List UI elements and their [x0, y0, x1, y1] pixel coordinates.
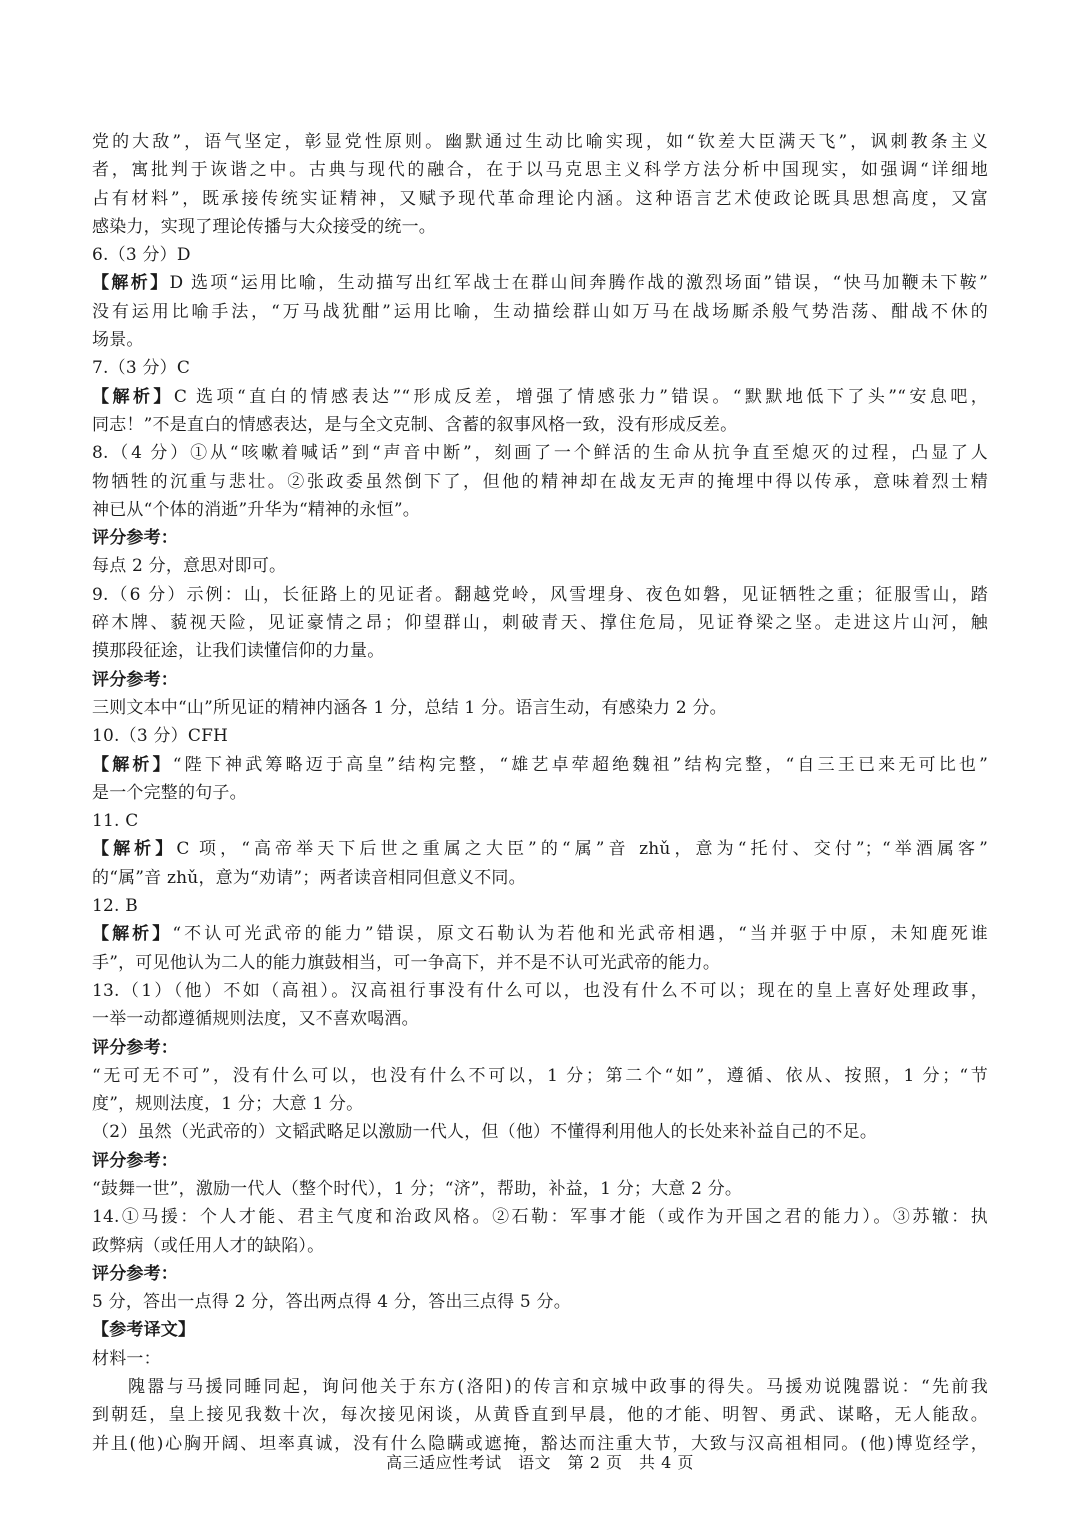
text-line	[92, 807, 988, 835]
text-line	[92, 213, 988, 241]
line-text: 是一个完整的句子。	[92, 782, 247, 803]
text-line	[92, 1288, 988, 1316]
text-line	[92, 864, 988, 892]
line-text: 13.（1）（他）不如（高祖）。汉高祖行事没有什么可以，也没有什么不可以；现在的皇上喜好处理政事，	[92, 980, 988, 1001]
section-heading	[92, 666, 988, 694]
line-text: “不认可光武帝的能力”错误，原文石勒认为若他和光武帝相遇，“当并驱于中原，未知鹿死谁	[172, 924, 988, 945]
text-line	[92, 1232, 988, 1260]
analysis-tag: 【解析】	[92, 754, 173, 775]
text-line	[92, 1345, 988, 1373]
line-text: 神已从“个体的消逝”升华为“精神的永恒”。	[92, 499, 420, 520]
text-line	[92, 269, 988, 297]
text-line	[92, 892, 988, 920]
line-text: “鼓舞一世”，激励一代人（整个时代），1 分；“济”，帮助，补益，1 分；大意 2 分。	[92, 1178, 743, 1199]
line-text: 碎木牌、藐视天险，见证豪情之昂；仰望群山，刺破青天、撑住危局，见证脊梁之坚。走进这片山河，触	[92, 613, 988, 634]
line-text: 材料一：	[92, 1348, 161, 1369]
line-text: C 选项“直白的情感表达”“形成反差，增强了情感张力”错误。“默默地低下了头”“安息吧，	[173, 386, 988, 407]
line-text: 摸那段征途，让我们读懂信仰的力量。	[92, 641, 385, 662]
text-line	[92, 185, 988, 213]
line-text: 手”，可见他认为二人的能力旗鼓相当，可一争高下，并不是不认可光武帝的能力。	[92, 952, 721, 973]
line-text: 10.（3 分）CFH	[92, 726, 229, 747]
line-text: 三则文本中“山”所见证的精神内涵各 1 分，总结 1 分。语言生动，有感染力 2 分。	[92, 697, 727, 718]
text-line	[92, 326, 988, 354]
line-text: 感染力，实现了理论传播与大众接受的统一。	[92, 216, 436, 237]
text-line	[92, 439, 988, 467]
line-text: 到朝廷，皇上接见我数十次，每次接见闲谈，从黄昏直到早晨，他的才能、明智、勇武、谋略，无人能敌。	[92, 1405, 988, 1426]
section-heading	[92, 524, 988, 552]
line-text: 一举一动都遵循规则法度，又不喜欢喝酒。	[92, 1009, 419, 1030]
section-heading	[92, 1260, 988, 1288]
text-line	[92, 1203, 988, 1231]
page-footer: 高三适应性考试 语文 第 2 页 共 4 页	[386, 1453, 694, 1472]
line-text: 【参考译文】	[92, 1320, 196, 1341]
text-line	[92, 920, 988, 948]
text-line	[92, 354, 988, 382]
text-line	[92, 128, 988, 156]
line-text: 评分参考：	[92, 1263, 178, 1284]
text-line	[92, 1062, 988, 1090]
line-text: “无可无不可”，没有什么可以，也没有什么不可以，1 分；第二个“如”，遵循、依从、按照，1 分；“节	[92, 1065, 988, 1086]
text-line	[92, 1373, 988, 1401]
section-heading	[92, 1316, 988, 1344]
text-line	[92, 496, 988, 524]
line-text: （2）虽然（光武帝的）文韬武略足以激励一代人，但（他）不懂得利用他人的长处来补益自己的不足。	[92, 1122, 878, 1143]
line-text: 5 分，答出一点得 2 分，答出两点得 4 分，答出三点得 5 分。	[92, 1292, 571, 1313]
line-text: 物牺牲的沉重与悲壮。②张政委虽然倒下了，但他的精神却在战友无声的掩埋中得以传承，意味着烈士精	[92, 471, 988, 492]
text-line	[92, 1175, 988, 1203]
line-text: 12. B	[92, 896, 138, 917]
text-line	[92, 552, 988, 580]
line-text: 政弊病（或任用人才的缺陷）。	[92, 1235, 325, 1256]
analysis-tag: 【解析】	[92, 386, 174, 407]
line-text: 评分参考：	[92, 669, 178, 690]
text-line	[92, 1401, 988, 1429]
line-text: 9.（6 分）示例：山，长征路上的见证者。翻越党岭，风雪埋身、夜色如磐，见证牺牲之重；征服雪山，踏	[92, 584, 988, 605]
text-line	[92, 949, 988, 977]
line-text: 党的大敌”，语气坚定，彰显党性原则。幽默通过生动比喻实现，如“钦差大臣满天飞”，讽刺教条主义	[92, 132, 988, 152]
text-line	[92, 609, 988, 637]
line-text: 的“属”音 zhǔ，意为“劝请”；两者读音相同但意义不同。	[92, 867, 526, 888]
line-text: 占有材料”，既承接传统实证精神，又赋予现代革命理论内涵。这种语言艺术使政论既具思想高度，又富	[92, 188, 988, 209]
text-line	[92, 1118, 988, 1146]
line-text: C 项，“高帝举天下后世之重属之大臣”的“属”音 zhǔ，意为“托付、交付”；“举酒属客”	[176, 839, 988, 860]
line-text: 没有运用比喻手法，“万马战犹酣”运用比喻，生动描绘群山如万马在战场厮杀般气势浩荡、酣战不休的	[92, 301, 988, 322]
text-line	[92, 694, 988, 722]
line-text: 6.（3 分）D	[92, 245, 191, 266]
text-line	[92, 383, 988, 411]
line-text: 度”，规则法度，1 分；大意 1 分。	[92, 1094, 364, 1115]
line-text: 7.（3 分）C	[92, 358, 191, 379]
text-line	[92, 411, 988, 439]
line-text: 11. C	[92, 811, 139, 832]
text-line	[92, 779, 988, 807]
text-line	[92, 751, 988, 779]
line-text: 隗嚣与马援同睡同起，询问他关于东方(洛阳)的传言和京城中政事的得失。马援劝说隗嚣说：“先前我	[128, 1377, 988, 1398]
line-text: 场景。	[92, 330, 144, 351]
line-text: 评分参考：	[92, 1037, 178, 1058]
analysis-tag: 【解析】	[92, 839, 177, 860]
line-text: 评分参考：	[92, 1150, 178, 1171]
line-text: 8.（4 分）①从“咳嗽着喊话”到“声音中断”，刻画了一个鲜活的生命从抗争直至熄灭的过程，凸显了人	[92, 443, 988, 464]
text-line	[92, 298, 988, 326]
text-line	[92, 1090, 988, 1118]
line-text: 14.①马援：个人才能、君主气度和治政风格。②石勒：军事才能（或作为开国之君的能力）。③苏辙：执	[92, 1207, 988, 1228]
text-line	[92, 468, 988, 496]
analysis-tag: 【解析】	[92, 273, 170, 294]
line-text: 每点 2 分，意思对即可。	[92, 556, 287, 577]
text-line	[92, 835, 988, 863]
text-line	[92, 156, 988, 184]
text-line	[92, 977, 988, 1005]
text-line	[92, 241, 988, 269]
line-text: D 选项“运用比喻，生动描写出红军战士在群山间奔腾作战的激烈场面”错误，“快马加鞭未下鞍”	[169, 273, 988, 294]
section-heading	[92, 1034, 988, 1062]
line-text: “陛下神武筹略迈于高皇”结构完整，“雄艺卓荦超绝魏祖”结构完整，“自三王已来无可比也”	[172, 754, 988, 775]
text-line	[92, 637, 988, 665]
document-body	[92, 128, 988, 1458]
text-line	[92, 581, 988, 609]
line-text: 并且(他)心胸开阔、坦率真诚，没有什么隐瞒或遮掩，豁达而注重大节，大致与汉高祖相同。(他)博览经学，	[92, 1433, 988, 1454]
analysis-tag: 【解析】	[92, 924, 173, 945]
section-heading	[92, 1147, 988, 1175]
line-text: 者，寓批判于诙谐之中。古典与现代的融合，在于以马克思主义科学方法分析中国现实，如强调“详细地	[92, 160, 988, 181]
line-text: 同志！”不是直白的情感表达，是与全文克制、含蓄的叙事风格一致，没有形成反差。	[92, 414, 738, 435]
text-line	[92, 1005, 988, 1033]
line-text: 评分参考：	[92, 528, 178, 549]
text-line	[92, 722, 988, 750]
